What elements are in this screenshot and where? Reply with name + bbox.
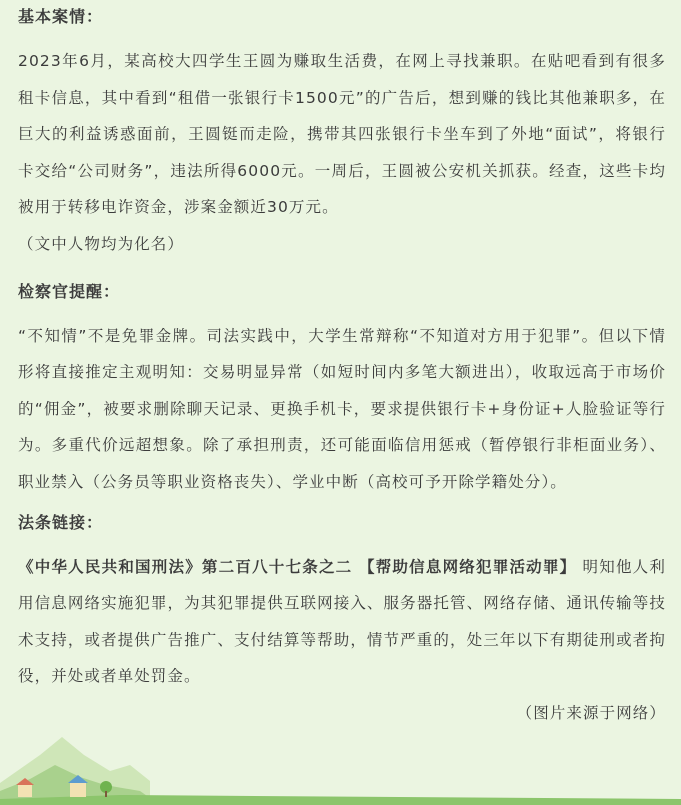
- mountain-village-illustration: [0, 725, 681, 805]
- law-body: 明知他人利用信息网络实施犯罪，为其犯罪提供互联网接入、服务器托管、网络存储、通讯传输等技术支持，或者提供广告推广、支付结算等帮助，情节严重的，处三年以下有期徒刑或者拘役，并处或者单处罚金。: [18, 557, 666, 686]
- names-note: （文中人物均为化名）: [18, 234, 185, 253]
- prosecutor-reminder-body: “不知情”不是免罪金牌。司法实践中，大学生常辩称“不知道对方用于犯罪”。但以下情形将直接推定主观明知：交易明显异常（如短时间内多笔大额进出），收取远高于市场价的“佣金”，被要求删除聊天记录、更换手机卡，要求提供银行卡+身份证+人脸验证等行为。多重代价远超想象。除了承担刑责，还可能面临信用惩戒（暂停银行非柜面业务）、职业禁入（公务员等职业资格丧失）、学业中断（高校可予开除学籍处分）。: [18, 326, 666, 491]
- law-article: [18, 549, 666, 695]
- section-heading-law-link: 法条链接：: [18, 512, 104, 532]
- section-heading-prosecutor-reminder: 检察官提醒：: [18, 281, 121, 301]
- law-title: 《中华人民共和国刑法》第二百八十七条之二 【帮助信息网络犯罪活动罪】: [18, 557, 577, 576]
- basic-case-body: 2023年6月，某高校大四学生王圆为赚取生活费，在网上寻找兼职。在贴吧看到有很多租卡信息，其中看到“租借一张银行卡1500元”的广告后，想到赚的钱比其他兼职多，在巨大的利益诱惑面前，王圆铤而走险，携带其四张银行卡坐车到了外地“面试”，将银行卡交给“公司财务”，违法所得6000元。一周后，王圆被公安机关抓获。经查，这些卡均被用于转移电诈资金，涉案金额近30万元。: [18, 52, 666, 217]
- section-heading-basic-case: 基本案情：: [18, 7, 104, 26]
- article: [18, 7, 666, 731]
- image-source-note: （图片来源于网络）: [516, 703, 666, 722]
